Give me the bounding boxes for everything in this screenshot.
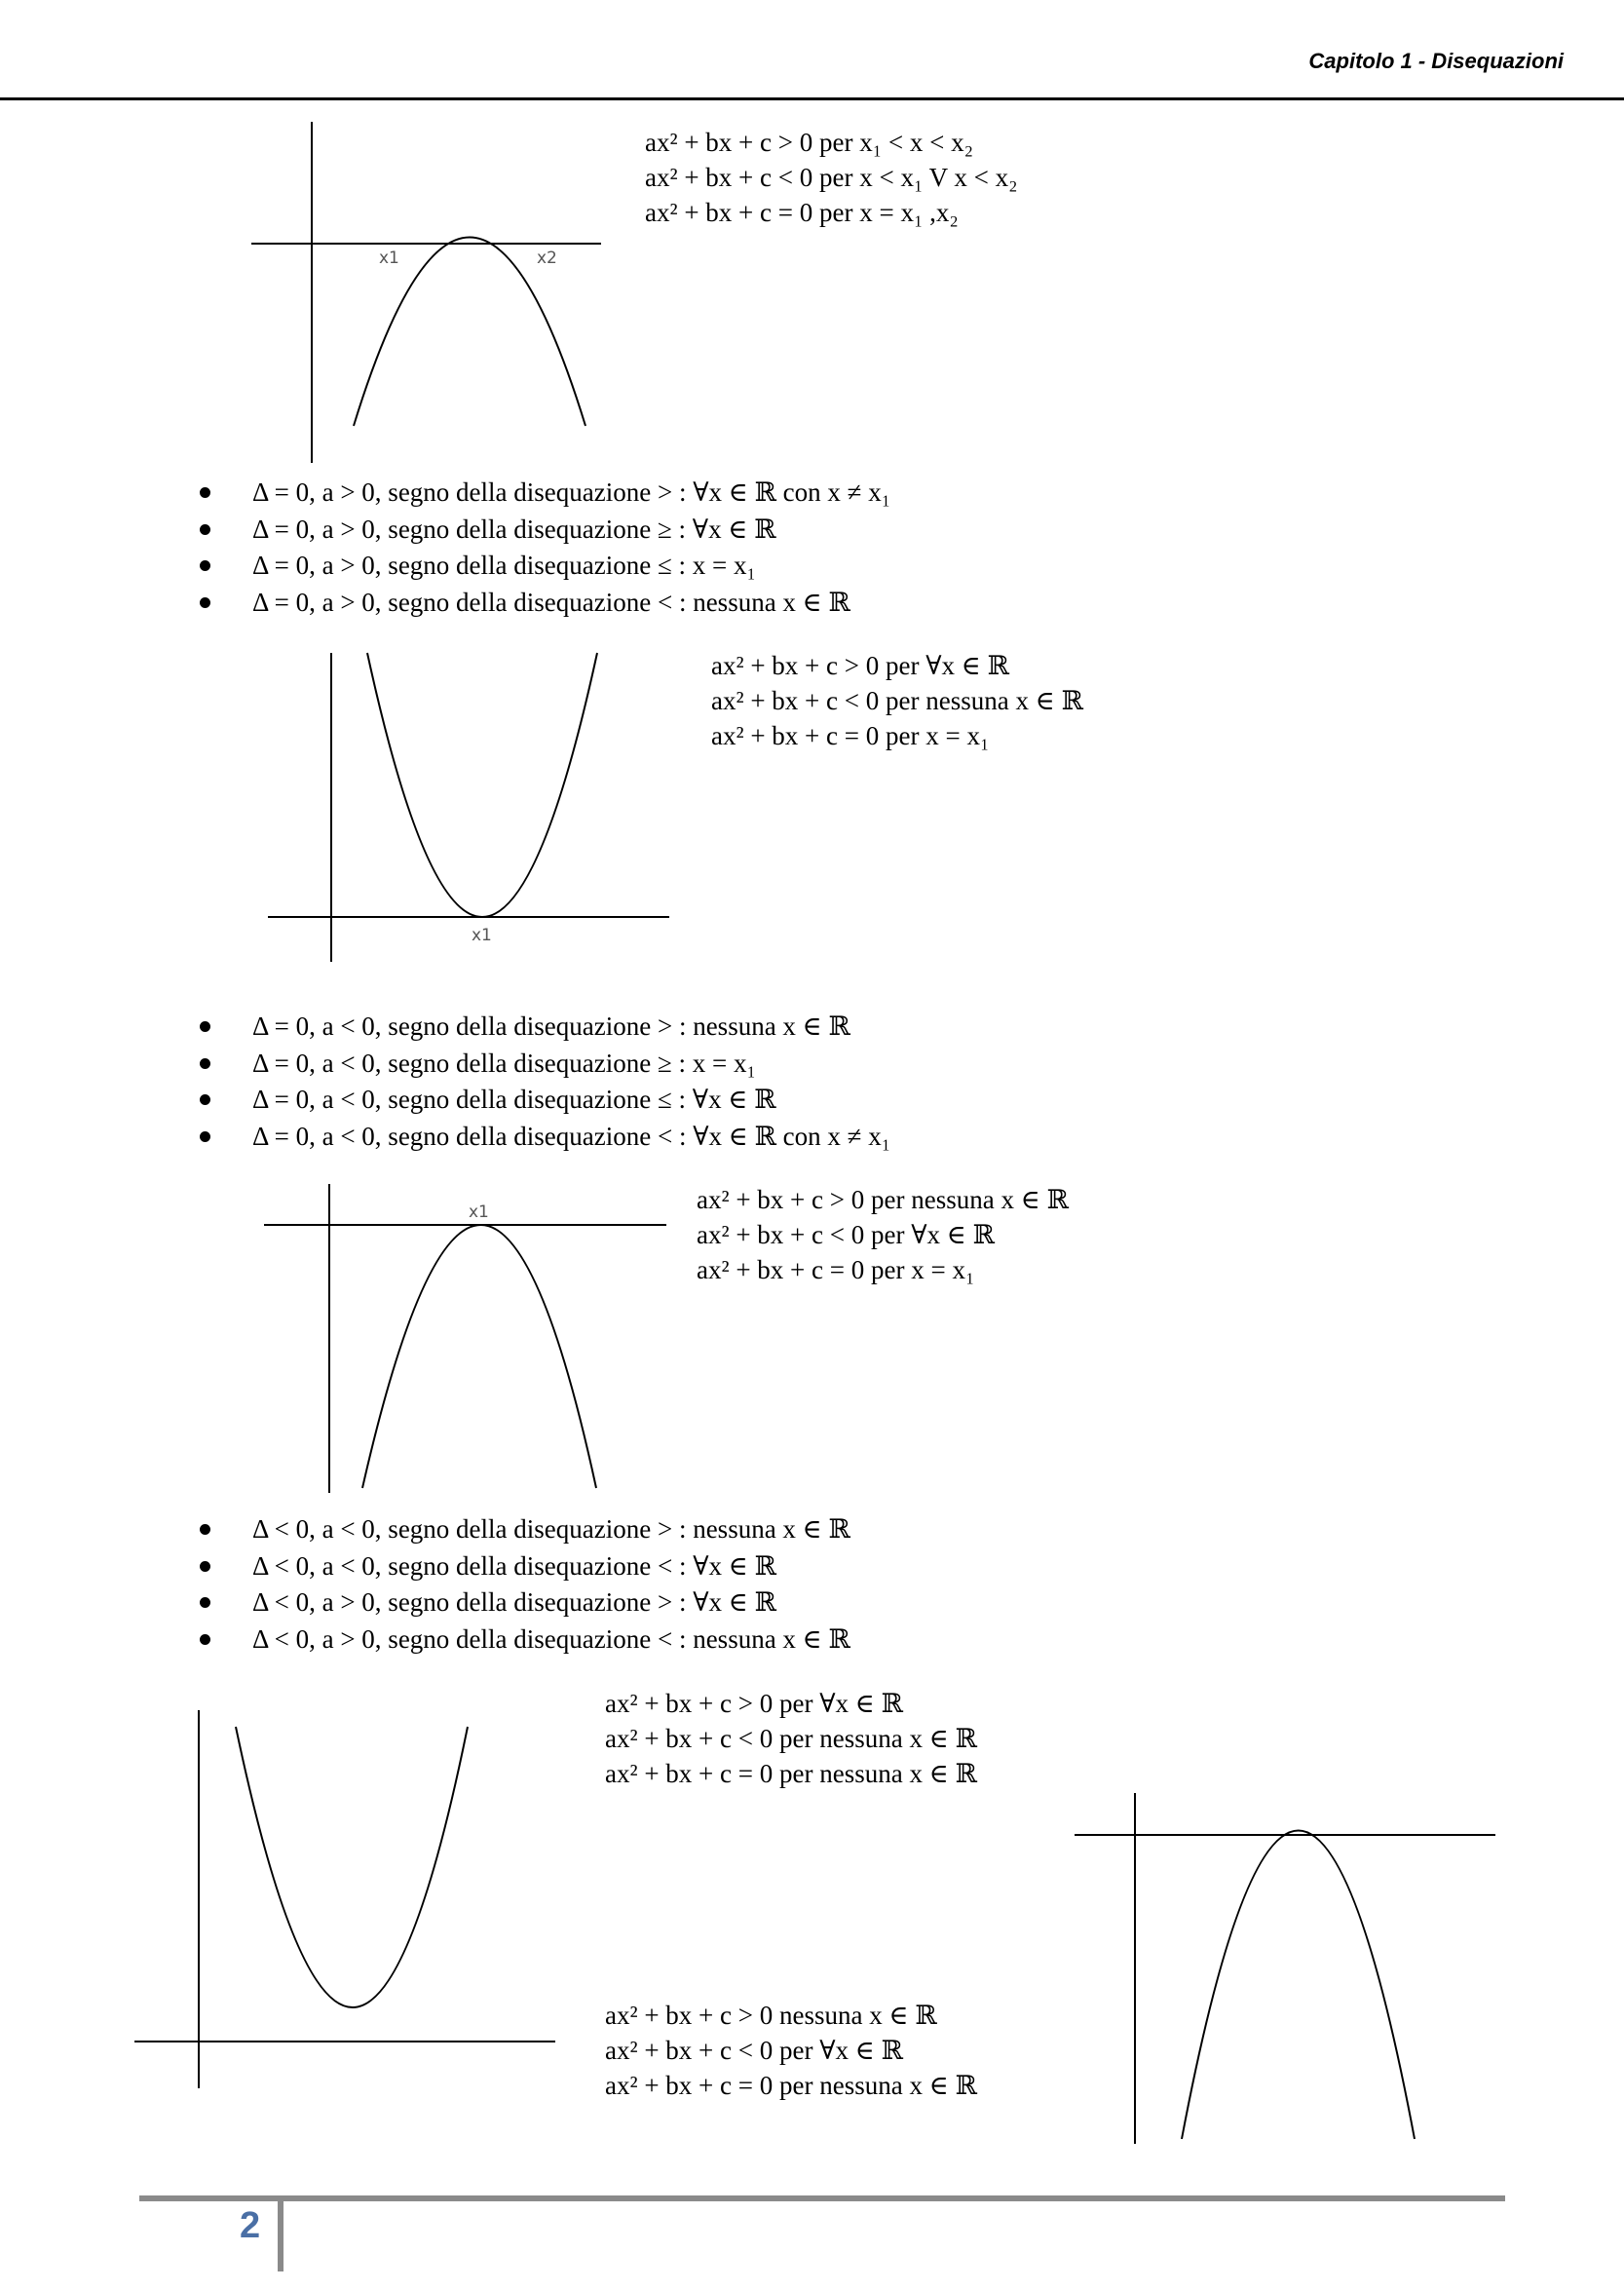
bullet-icon (200, 597, 210, 608)
graph-no-roots-up (132, 1710, 560, 2090)
list-item: Δ < 0, a < 0, segno della disequazione > : nessuna x ∈ ℝ (200, 1511, 850, 1548)
list-item: Δ = 0, a < 0, segno della disequazione > : nessuna x ∈ ℝ (200, 1009, 890, 1046)
graph-two-roots (248, 122, 609, 468)
formula-line: ax² + bx + c < 0 per nessuna x ∈ ℝ (711, 686, 1083, 715)
list-item: Δ = 0, a < 0, segno della disequazione < : ∀x ∈ ℝ con x ≠ x₁ (200, 1119, 890, 1156)
graph-no-roots-down (1072, 1793, 1500, 2149)
axis-label-x1: x1 (379, 248, 399, 268)
bullet-icon (200, 1597, 210, 1608)
chapter-title: Capitolo 1 - Disequazioni (1308, 49, 1564, 73)
formula-block-5 (605, 1998, 977, 2103)
bullet-icon (200, 560, 210, 571)
footer-separator (278, 2195, 283, 2271)
list-item: Δ = 0, a < 0, segno della disequazione ≥ : x = x₁ (200, 1046, 890, 1083)
formula-block-3 (697, 1182, 1069, 1287)
list-item: Δ = 0, a > 0, segno della disequazione > : ∀x ∈ ℝ con x ≠ x₁ (200, 475, 890, 512)
formula-line: ax² + bx + c > 0 per x₁ < x < x₂ (645, 128, 973, 157)
formula-block-2 (711, 648, 1083, 753)
bullet-icon (200, 1021, 210, 1032)
formula-line: ax² + bx + c > 0 nessuna x ∈ ℝ (605, 2001, 937, 2030)
formula-line: ax² + bx + c < 0 per x < x₁ V x < x₂ (645, 163, 1018, 192)
bullet-icon (200, 1634, 210, 1645)
graph-double-root-up (265, 648, 674, 965)
list-item: Δ = 0, a > 0, segno della disequazione ≤ : x = x₁ (200, 548, 890, 585)
formula-block-4 (605, 1686, 977, 1791)
bullet-icon (200, 487, 210, 498)
bullet-icon (200, 524, 210, 535)
case-list-3 (200, 1511, 850, 1658)
axis-label-x1: x1 (469, 1202, 489, 1222)
formula-block-1 (645, 125, 1018, 230)
formula-line: ax² + bx + c < 0 per nessuna x ∈ ℝ (605, 1724, 977, 1753)
formula-line: ax² + bx + c = 0 per x = x₁ (711, 721, 990, 750)
bullet-icon (200, 1561, 210, 1572)
list-item: Δ < 0, a < 0, segno della disequazione < : ∀x ∈ ℝ (200, 1548, 850, 1585)
formula-line: ax² + bx + c = 0 per x = x₁ ,x₂ (645, 198, 959, 227)
bullet-icon (200, 1058, 210, 1069)
footer-divider (139, 2195, 1505, 2201)
list-item: Δ = 0, a < 0, segno della disequazione ≤ : ∀x ∈ ℝ (200, 1082, 890, 1119)
formula-line: ax² + bx + c > 0 per ∀x ∈ ℝ (605, 1689, 903, 1718)
bullet-icon (200, 1094, 210, 1105)
formula-line: ax² + bx + c = 0 per nessuna x ∈ ℝ (605, 2071, 977, 2100)
formula-line: ax² + bx + c > 0 per nessuna x ∈ ℝ (697, 1185, 1069, 1214)
list-item: Δ = 0, a > 0, segno della disequazione ≥ : ∀x ∈ ℝ (200, 512, 890, 549)
case-list-1 (200, 475, 890, 621)
case-list-2 (200, 1009, 890, 1155)
list-item: Δ < 0, a > 0, segno della disequazione > : ∀x ∈ ℝ (200, 1584, 850, 1622)
formula-line: ax² + bx + c = 0 per x = x₁ (697, 1255, 975, 1284)
list-item: Δ < 0, a > 0, segno della disequazione < : nessuna x ∈ ℝ (200, 1622, 850, 1659)
bullet-icon (200, 1131, 210, 1142)
list-item: Δ = 0, a > 0, segno della disequazione < : nessuna x ∈ ℝ (200, 585, 890, 622)
graph-double-root-down (261, 1184, 670, 1496)
formula-line: ax² + bx + c < 0 per ∀x ∈ ℝ (697, 1220, 995, 1249)
header-divider (0, 97, 1624, 100)
bullet-icon (200, 1524, 210, 1535)
page-number: 2 (240, 2205, 261, 2246)
axis-label-x1: x1 (472, 926, 492, 945)
formula-line: ax² + bx + c > 0 per ∀x ∈ ℝ (711, 651, 1009, 680)
formula-line: ax² + bx + c = 0 per nessuna x ∈ ℝ (605, 1759, 977, 1788)
formula-line: ax² + bx + c < 0 per ∀x ∈ ℝ (605, 2036, 903, 2065)
axis-label-x2: x2 (537, 248, 557, 268)
